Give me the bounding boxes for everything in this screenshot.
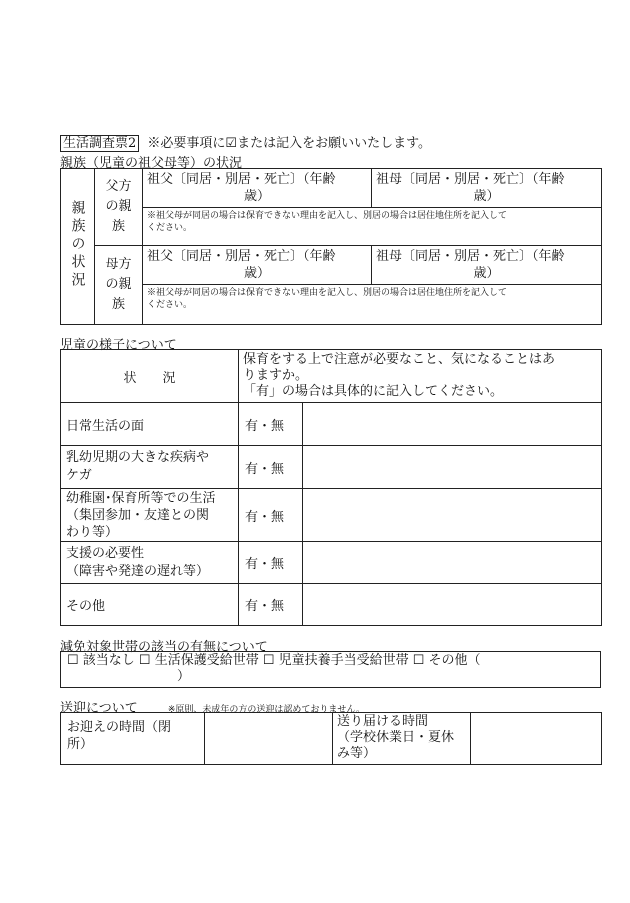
row-detail-field[interactable]	[303, 584, 602, 626]
row-label-cont: （障害や発達の遅れ等）	[66, 563, 210, 579]
row-label-cell	[61, 542, 239, 584]
status-header: 状 況	[123, 370, 176, 386]
question-instruction: 「有」の場合は具体的に記入してください。	[243, 384, 504, 399]
pickup-time-label-cell	[61, 713, 205, 765]
family-table	[60, 168, 602, 325]
maternal-grandfather-age: 歳）	[243, 266, 270, 281]
transport-note: ※原則、未成年の方の送迎は認めておりません。	[167, 705, 365, 715]
paternal-label-cell	[95, 169, 143, 246]
exemption-other-close: ）	[177, 669, 191, 684]
paternal-grandmother-age: 歳）	[473, 189, 500, 204]
maternal-label-cell	[95, 246, 143, 325]
row-label-cont: （集団参加・友達との関	[66, 507, 210, 523]
row-choice[interactable]	[239, 584, 303, 626]
paternal-note: ※祖父母が同居の場合は保育できない理由を記入し、別居の場合は居住地住所を記入して	[147, 211, 508, 221]
row-detail-field[interactable]	[303, 489, 602, 542]
dropoff-time-field[interactable]	[471, 713, 602, 765]
row-label-cell	[61, 403, 239, 446]
question-header-cell	[239, 350, 602, 403]
row-label: その他	[66, 599, 106, 614]
row-label: 日常生活の面	[66, 418, 145, 434]
maternal-grandmother-age: 歳）	[473, 266, 500, 281]
transport-heading: 送迎について	[60, 701, 138, 716]
question-text: 保育をする上で注意が必要なこと、気になることはあ	[243, 352, 556, 367]
exemption-heading: 減免対象世帯の該当の有無について	[60, 640, 268, 655]
yes-no-choice[interactable]: 有・無	[245, 418, 285, 434]
maternal-grandmother-cell[interactable]	[372, 246, 602, 285]
dropoff-time-label-cont: （学校休業日・夏休	[337, 730, 455, 745]
paternal-note-cell[interactable]	[143, 208, 602, 246]
maternal-note-cont: ください。	[147, 300, 193, 310]
question-text-cont: りますか。	[243, 368, 309, 383]
paternal-grandmother-text: 祖母〔同居・別居・死亡〕（年齢	[376, 172, 565, 187]
row-choice[interactable]	[239, 489, 303, 542]
row-label-cell	[61, 584, 239, 626]
row-detail-field[interactable]	[303, 446, 602, 489]
paternal-label: 父方の親族	[105, 179, 132, 234]
row-detail-field[interactable]	[303, 403, 602, 446]
row-detail-field[interactable]	[303, 542, 602, 584]
maternal-grandfather-text: 祖父〔同居・別居・死亡〕（年齢	[147, 249, 336, 264]
maternal-note: ※祖父母が同居の場合は保育できない理由を記入し、別居の場合は居住地住所を記入して	[147, 288, 508, 298]
pickup-time-field[interactable]	[205, 713, 333, 765]
exemption-options-cell[interactable]	[61, 652, 601, 688]
exemption-options[interactable]: ☐ 該当なし ☐ 生活保護受給世帯 ☐ 児童扶養手当受給世帯 ☐ その他（	[67, 653, 481, 668]
pickup-time-label: お迎えの時間（閉	[67, 720, 172, 735]
row-label-cont: ケガ	[66, 468, 92, 483]
dropoff-time-label-cell	[333, 713, 471, 765]
paternal-grandfather-text: 祖父〔同居・別居・死亡〕（年齢	[147, 172, 336, 187]
paternal-grandmother-cell[interactable]	[372, 169, 602, 208]
maternal-note-cell[interactable]	[143, 285, 602, 325]
dropoff-time-label: 送り届ける時間	[337, 714, 429, 729]
row-choice[interactable]	[239, 403, 303, 446]
dropoff-time-label-cont: み等）	[337, 746, 377, 761]
yes-no-choice[interactable]: 有・無	[245, 599, 285, 614]
row-label: 幼稚園･保育所等での生活	[66, 490, 216, 506]
row-label-cell	[61, 489, 239, 542]
row-label-cont: わり等）	[66, 524, 119, 540]
transport-table	[60, 712, 602, 765]
maternal-grandmother-text: 祖母〔同居・別居・死亡〕（年齢	[376, 249, 565, 264]
row-label: 乳幼児期の大きな疾病や	[66, 450, 210, 465]
pickup-time-label-cont: 所）	[67, 737, 94, 752]
family-heading: 親族（児童の祖父母等）の状況	[60, 156, 243, 171]
form-instruction: ※必要事項に☑または記入をお願いいたします。	[147, 136, 432, 151]
maternal-label: 母方の親族	[105, 257, 132, 312]
exemption-table	[60, 651, 601, 688]
family-side-label: 親族の状況	[69, 199, 86, 290]
maternal-grandfather-cell[interactable]	[143, 246, 372, 285]
row-label-cell	[61, 446, 239, 489]
row-choice[interactable]	[239, 446, 303, 489]
status-header-cell	[61, 350, 239, 403]
form-title: 生活調査票2	[60, 135, 139, 152]
row-choice[interactable]	[239, 542, 303, 584]
paternal-grandfather-cell[interactable]	[143, 169, 372, 208]
child-table	[60, 349, 602, 626]
family-side-label-cell	[61, 169, 95, 325]
form-header	[60, 132, 431, 151]
child-heading: 児童の様子について	[60, 338, 177, 353]
row-label: 支援の必要性	[66, 545, 145, 561]
yes-no-choice[interactable]: 有・無	[245, 557, 285, 572]
yes-no-choice[interactable]: 有・無	[245, 509, 285, 525]
yes-no-choice[interactable]: 有・無	[245, 461, 285, 477]
paternal-grandfather-age: 歳）	[243, 189, 270, 204]
paternal-note-cont: ください。	[147, 223, 193, 233]
